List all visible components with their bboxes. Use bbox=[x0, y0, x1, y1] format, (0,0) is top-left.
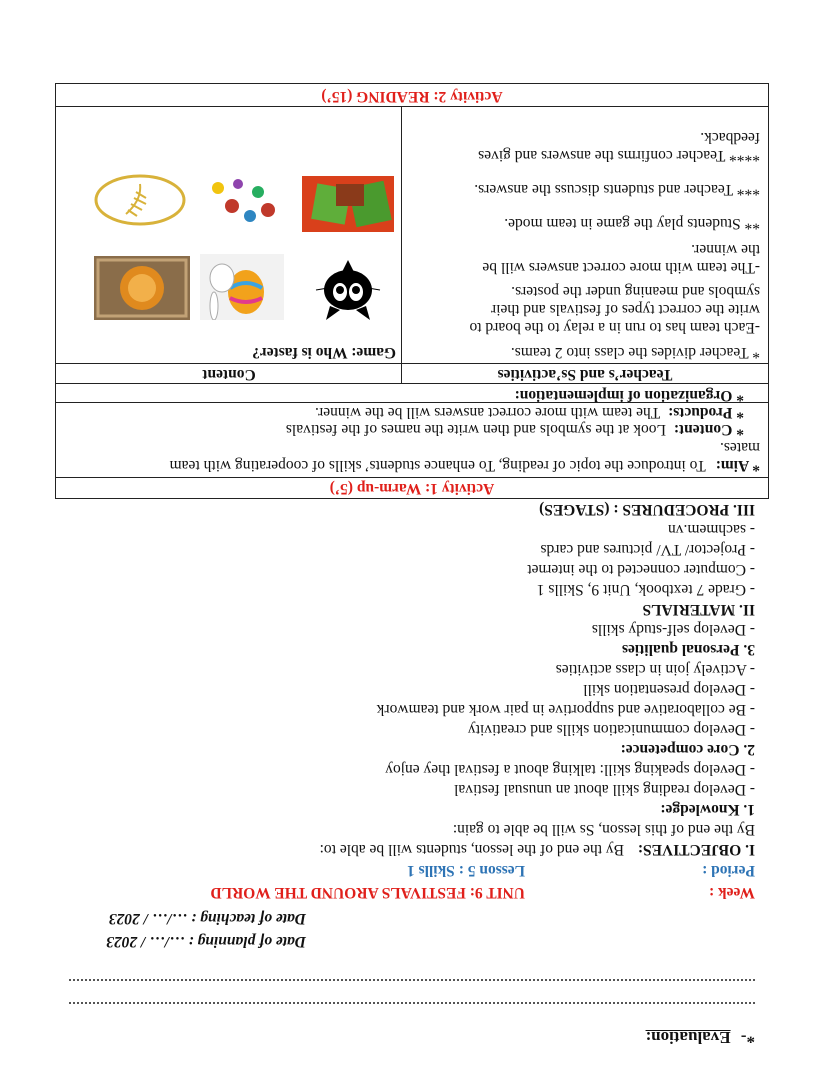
dotted-line bbox=[69, 979, 755, 982]
core-item: - Be collaborative and supportive in pair work and teamwork bbox=[376, 701, 755, 718]
activity-step: ** Students play the game in team mode. bbox=[504, 215, 760, 232]
unit-title: UNIT 9: FESTIVALS AROUND THE WORLD bbox=[210, 884, 525, 901]
knowledge-item: - Develop speaking skill: talking about a festival they enjoy bbox=[385, 761, 755, 778]
evaluation-heading bbox=[646, 1028, 755, 1046]
evaluation-star: *- bbox=[740, 1028, 755, 1047]
activity1-title: Activity 1: Warm-up (5’) bbox=[329, 480, 495, 497]
activity-step: the winner. bbox=[691, 241, 760, 258]
core-item: - Develop communication skills and creativity bbox=[467, 721, 755, 738]
materials-item: - sachmem.vn bbox=[668, 521, 755, 538]
products-text: The team with more correct answers will be the winner. bbox=[315, 404, 661, 421]
divider bbox=[56, 477, 768, 478]
content-label: * Content: bbox=[673, 421, 744, 438]
xmas-ornaments-icon bbox=[198, 170, 284, 232]
core-item: - Actively join in class activities bbox=[555, 661, 755, 678]
col-header-activities: Teacher’s and Ss’activities bbox=[497, 366, 673, 383]
activity-step: -The team with more correct answers will be bbox=[482, 259, 760, 276]
easter-bunny-egg-icon bbox=[200, 254, 284, 320]
activity-step: feedback. bbox=[700, 129, 760, 146]
activity-step: symbols and meaning under the posters. bbox=[511, 283, 760, 300]
aim-text: To introduce the topic of reading, To enhance students’ skills of cooperating with team bbox=[169, 457, 706, 474]
objectives-heading: I. OBJECTIVES: bbox=[637, 841, 755, 858]
content-line bbox=[286, 420, 744, 438]
personal-heading: 3. Personal qualities bbox=[621, 641, 755, 658]
date-planning: Date of planning : …/… / 2023 bbox=[106, 933, 306, 950]
knowledge-item: - Develop reading skill about an unusual festival bbox=[454, 781, 755, 798]
activity-step: **** Teacher confirms the answers and gives bbox=[478, 147, 760, 164]
materials-item: - Grade 7 textbook, Unit 9, Skills 1 bbox=[536, 581, 755, 598]
materials-heading: II. MATERIALS bbox=[642, 601, 755, 618]
activity-step: *** Teacher and students discuss the answers. bbox=[474, 181, 760, 198]
black-cat-icon bbox=[302, 260, 394, 320]
dotted-line bbox=[69, 1002, 755, 1005]
objectives-intro: By the end of the lesson, students will be able to: bbox=[319, 841, 624, 858]
aim-line bbox=[170, 456, 760, 474]
activity1-info-box bbox=[55, 402, 769, 499]
date-teaching: Date of teaching : …/… / 2023 bbox=[108, 910, 306, 927]
activity-step: -Each team has to run in a relay to the board to bbox=[469, 319, 760, 336]
activity-step: * Teacher divides the class into 2 teams. bbox=[510, 344, 760, 361]
period-label: Period : bbox=[702, 862, 755, 879]
products-line bbox=[315, 403, 744, 421]
palm-golden-logo-icon bbox=[94, 172, 186, 228]
col-header-content: Content bbox=[202, 366, 256, 383]
activity1-grid bbox=[55, 106, 769, 404]
products-label: * Products: bbox=[668, 404, 744, 421]
procedures-heading: III. PROCEDURES : (STAGES) bbox=[539, 501, 755, 518]
content-text: Look at the symbols and then write the names of the festivals bbox=[285, 421, 666, 438]
evaluation-label: Evaluation: bbox=[645, 1028, 731, 1047]
core-heading: 2. Core competence: bbox=[620, 741, 755, 758]
core-item: - Develop presentation skill bbox=[583, 681, 755, 698]
activity2-title: Activity 2: READING (15’) bbox=[321, 88, 503, 105]
materials-item: - Projector/ TV/ pictures and cards bbox=[540, 541, 755, 558]
mooncake-icon bbox=[94, 256, 190, 320]
objectives-intro2: By the end of this lesson, Ss will be able to gain: bbox=[452, 821, 755, 838]
organization-label: * Organization of implementation: bbox=[514, 387, 744, 404]
aim-label: * Aim: bbox=[715, 457, 760, 474]
week-label: Week : bbox=[708, 884, 755, 901]
activity-step: write the correct types of festivals and their bbox=[491, 301, 760, 318]
game-title: Game: Who is faster? bbox=[252, 344, 396, 361]
personal-item: - Develop self-study skills bbox=[591, 621, 755, 638]
objectives-line bbox=[320, 840, 755, 858]
banh-chung-icon bbox=[302, 176, 394, 232]
activity2-box bbox=[55, 83, 769, 107]
knowledge-heading: 1. Knowledge: bbox=[660, 801, 755, 818]
aim-text2: mates. bbox=[719, 439, 760, 456]
divider bbox=[56, 383, 768, 384]
column-divider bbox=[401, 107, 402, 384]
divider bbox=[56, 363, 768, 364]
materials-item: - Computer connected to the internet bbox=[527, 561, 755, 578]
lesson-label: Lesson 5 : Skills 1 bbox=[406, 862, 525, 879]
